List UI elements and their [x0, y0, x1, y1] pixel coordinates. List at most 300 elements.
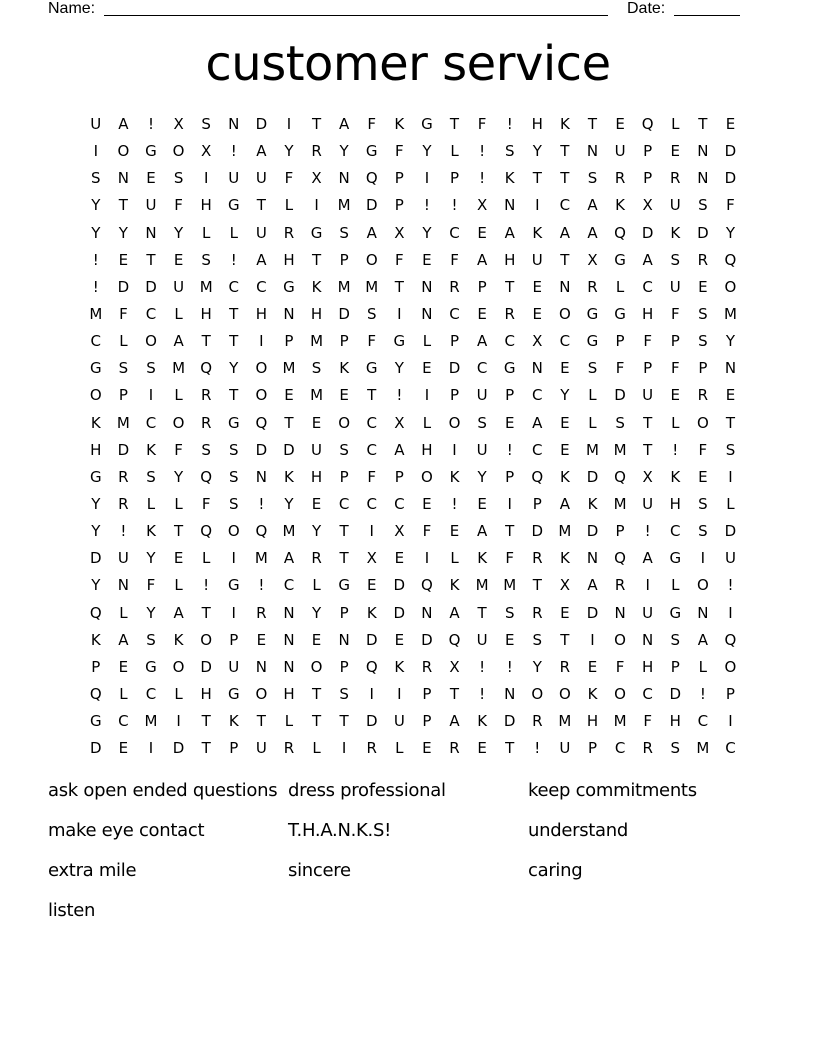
- grid-cell[interactable]: K: [90, 413, 101, 432]
- grid-cell[interactable]: Q: [614, 549, 626, 568]
- grid-cell[interactable]: U: [642, 386, 654, 405]
- grid-cell[interactable]: L: [119, 332, 128, 351]
- grid-cell[interactable]: H: [310, 467, 323, 486]
- grid-cell[interactable]: N: [338, 630, 350, 649]
- grid-cell[interactable]: Q: [200, 522, 213, 541]
- grid-cell[interactable]: U: [173, 277, 185, 296]
- grid-cell[interactable]: O: [89, 386, 102, 405]
- grid-cell[interactable]: K: [228, 712, 239, 731]
- grid-cell[interactable]: S: [670, 250, 681, 269]
- grid-cell[interactable]: L: [201, 549, 211, 568]
- grid-cell[interactable]: Y: [146, 549, 156, 568]
- grid-cell[interactable]: Q: [365, 657, 378, 676]
- grid-cell[interactable]: !: [258, 494, 265, 513]
- grid-cell[interactable]: K: [146, 522, 156, 541]
- grid-cell[interactable]: O: [614, 684, 626, 703]
- grid-cell[interactable]: P: [118, 386, 128, 405]
- grid-cell[interactable]: M: [723, 304, 737, 323]
- grid-cell[interactable]: I: [424, 386, 430, 405]
- grid-cell[interactable]: S: [339, 440, 349, 459]
- grid-cell[interactable]: !: [699, 684, 706, 703]
- grid-cell[interactable]: S: [504, 142, 515, 161]
- grid-cell[interactable]: S: [725, 440, 736, 459]
- grid-cell[interactable]: U: [255, 223, 267, 242]
- grid-cell[interactable]: F: [643, 332, 652, 351]
- grid-cell[interactable]: K: [477, 549, 488, 568]
- grid-cell[interactable]: R: [283, 739, 295, 758]
- grid-cell[interactable]: Q: [200, 359, 213, 378]
- grid-cell[interactable]: Q: [614, 223, 626, 242]
- grid-cell[interactable]: A: [587, 576, 598, 595]
- grid-cell[interactable]: D: [145, 277, 157, 296]
- grid-cell[interactable]: G: [421, 115, 433, 133]
- grid-cell[interactable]: C: [670, 522, 681, 541]
- grid-cell[interactable]: G: [338, 576, 350, 595]
- grid-cell[interactable]: E: [670, 142, 680, 161]
- grid-cell[interactable]: X: [642, 467, 653, 486]
- grid-cell[interactable]: K: [173, 630, 184, 649]
- grid-cell[interactable]: O: [255, 684, 268, 703]
- grid-cell[interactable]: P: [643, 142, 653, 161]
- grid-cell[interactable]: E: [670, 386, 680, 405]
- grid-cell[interactable]: T: [256, 712, 266, 731]
- grid-cell[interactable]: U: [669, 277, 681, 296]
- grid-cell[interactable]: G: [283, 277, 295, 296]
- grid-cell[interactable]: R: [559, 657, 571, 676]
- grid-cell[interactable]: I: [203, 169, 209, 188]
- grid-cell[interactable]: T: [201, 712, 211, 731]
- grid-cell[interactable]: P: [449, 169, 460, 188]
- grid-cell[interactable]: H: [255, 304, 267, 323]
- grid-cell[interactable]: !: [120, 522, 127, 541]
- grid-cell[interactable]: L: [119, 603, 128, 622]
- grid-cell[interactable]: L: [422, 413, 432, 432]
- grid-cell[interactable]: N: [283, 630, 295, 649]
- grid-cell[interactable]: R: [118, 467, 129, 486]
- grid-cell[interactable]: G: [145, 657, 157, 676]
- grid-cell[interactable]: M: [199, 277, 213, 296]
- grid-cell[interactable]: A: [118, 115, 129, 133]
- grid-cell[interactable]: F: [670, 359, 680, 378]
- grid-cell[interactable]: C: [145, 684, 157, 703]
- grid-cell[interactable]: R: [504, 304, 515, 323]
- grid-cell[interactable]: P: [505, 386, 515, 405]
- grid-cell[interactable]: R: [670, 169, 681, 188]
- grid-cell[interactable]: K: [394, 657, 405, 676]
- grid-cell[interactable]: H: [586, 712, 599, 731]
- grid-cell[interactable]: K: [559, 115, 570, 133]
- grid-cell[interactable]: H: [642, 304, 654, 323]
- grid-cell[interactable]: U: [559, 739, 571, 758]
- grid-cell[interactable]: S: [91, 169, 101, 188]
- grid-cell[interactable]: Y: [91, 223, 101, 242]
- grid-cell[interactable]: !: [727, 576, 734, 595]
- grid-cell[interactable]: A: [697, 630, 708, 649]
- grid-cell[interactable]: A: [256, 142, 267, 161]
- grid-cell[interactable]: A: [449, 712, 460, 731]
- grid-cell[interactable]: M: [116, 413, 130, 432]
- grid-cell[interactable]: S: [670, 630, 681, 649]
- grid-cell[interactable]: U: [255, 739, 267, 758]
- grid-cell[interactable]: A: [476, 522, 488, 541]
- grid-cell[interactable]: O: [614, 630, 626, 649]
- grid-cell[interactable]: Y: [725, 332, 736, 351]
- grid-cell[interactable]: I: [314, 196, 319, 215]
- grid-cell[interactable]: E: [449, 522, 460, 541]
- grid-cell[interactable]: I: [341, 739, 347, 758]
- grid-cell[interactable]: E: [284, 386, 294, 405]
- grid-cell[interactable]: I: [535, 196, 540, 215]
- grid-cell[interactable]: O: [117, 142, 130, 161]
- grid-cell[interactable]: C: [449, 223, 460, 242]
- grid-cell[interactable]: K: [559, 467, 570, 486]
- grid-cell[interactable]: F: [643, 712, 652, 731]
- grid-cell[interactable]: P: [449, 386, 460, 405]
- grid-cell[interactable]: O: [255, 359, 268, 378]
- grid-cell[interactable]: N: [117, 576, 129, 595]
- grid-cell[interactable]: M: [337, 196, 351, 215]
- grid-cell[interactable]: K: [449, 467, 460, 486]
- grid-cell[interactable]: F: [174, 196, 183, 215]
- grid-cell[interactable]: !: [534, 739, 541, 758]
- grid-cell[interactable]: C: [504, 332, 515, 351]
- grid-cell[interactable]: !: [92, 250, 99, 269]
- grid-cell[interactable]: N: [586, 142, 599, 161]
- grid-cell[interactable]: C: [614, 739, 626, 758]
- grid-cell[interactable]: E: [560, 359, 570, 378]
- grid-cell[interactable]: U: [476, 630, 488, 649]
- grid-cell[interactable]: T: [311, 684, 322, 703]
- grid-cell[interactable]: T: [311, 712, 322, 731]
- grid-cell[interactable]: T: [698, 115, 708, 133]
- grid-cell[interactable]: E: [422, 359, 432, 378]
- grid-cell[interactable]: P: [422, 712, 432, 731]
- grid-cell[interactable]: O: [172, 413, 185, 432]
- grid-cell[interactable]: F: [201, 494, 211, 513]
- grid-cell[interactable]: E: [698, 467, 708, 486]
- grid-cell[interactable]: Y: [146, 603, 156, 622]
- grid-cell[interactable]: P: [505, 467, 515, 486]
- grid-cell[interactable]: G: [89, 712, 102, 731]
- grid-cell[interactable]: T: [256, 196, 266, 215]
- grid-cell[interactable]: F: [477, 115, 487, 133]
- grid-cell[interactable]: C: [366, 413, 377, 432]
- grid-cell[interactable]: E: [173, 549, 184, 568]
- grid-cell[interactable]: S: [587, 169, 598, 188]
- grid-cell[interactable]: I: [176, 712, 181, 731]
- grid-cell[interactable]: L: [450, 142, 459, 161]
- grid-cell[interactable]: G: [586, 332, 599, 351]
- grid-cell[interactable]: R: [449, 277, 460, 296]
- grid-cell[interactable]: O: [310, 657, 323, 676]
- grid-cell[interactable]: T: [587, 115, 598, 133]
- grid-cell[interactable]: U: [476, 440, 488, 459]
- grid-cell[interactable]: U: [669, 196, 681, 215]
- grid-cell[interactable]: E: [256, 630, 267, 649]
- grid-cell[interactable]: U: [531, 250, 543, 269]
- grid-cell[interactable]: I: [645, 576, 650, 595]
- grid-cell[interactable]: T: [643, 440, 653, 459]
- grid-cell[interactable]: C: [228, 277, 239, 296]
- grid-cell[interactable]: S: [173, 169, 184, 188]
- grid-cell[interactable]: M: [254, 549, 268, 568]
- grid-cell[interactable]: F: [615, 657, 625, 676]
- grid-cell[interactable]: F: [367, 467, 377, 486]
- grid-cell[interactable]: P: [394, 169, 404, 188]
- grid-cell[interactable]: !: [147, 115, 154, 133]
- grid-cell[interactable]: X: [394, 223, 405, 242]
- grid-cell[interactable]: N: [255, 657, 267, 676]
- grid-cell[interactable]: E: [560, 603, 570, 622]
- grid-cell[interactable]: A: [559, 494, 571, 513]
- grid-cell[interactable]: M: [282, 359, 296, 378]
- grid-cell[interactable]: L: [174, 304, 183, 323]
- grid-cell[interactable]: I: [452, 440, 457, 459]
- grid-cell[interactable]: T: [339, 549, 349, 568]
- grid-cell[interactable]: C: [697, 712, 709, 731]
- grid-cell[interactable]: L: [671, 115, 680, 133]
- grid-cell[interactable]: T: [311, 250, 322, 269]
- grid-cell[interactable]: R: [532, 712, 543, 731]
- grid-cell[interactable]: L: [201, 223, 211, 242]
- grid-cell[interactable]: O: [227, 522, 240, 541]
- grid-cell[interactable]: X: [394, 522, 405, 541]
- grid-cell[interactable]: R: [697, 250, 709, 269]
- grid-cell[interactable]: G: [669, 549, 682, 568]
- grid-cell[interactable]: S: [670, 739, 681, 758]
- grid-cell[interactable]: F: [615, 359, 625, 378]
- grid-cell[interactable]: R: [532, 603, 543, 622]
- grid-cell[interactable]: N: [642, 630, 654, 649]
- grid-cell[interactable]: P: [615, 522, 625, 541]
- grid-cell[interactable]: E: [560, 413, 570, 432]
- grid-cell[interactable]: L: [174, 576, 183, 595]
- grid-cell[interactable]: H: [310, 304, 323, 323]
- grid-cell[interactable]: I: [424, 169, 430, 188]
- grid-cell[interactable]: M: [503, 576, 517, 595]
- grid-cell[interactable]: G: [227, 413, 240, 432]
- grid-cell[interactable]: P: [339, 467, 349, 486]
- grid-cell[interactable]: H: [283, 684, 295, 703]
- grid-cell[interactable]: X: [173, 115, 184, 133]
- grid-cell[interactable]: R: [532, 549, 543, 568]
- grid-cell[interactable]: E: [311, 630, 322, 649]
- grid-cell[interactable]: D: [586, 467, 599, 486]
- grid-cell[interactable]: S: [698, 304, 708, 323]
- grid-cell[interactable]: G: [310, 223, 323, 242]
- grid-cell[interactable]: Y: [394, 359, 404, 378]
- grid-cell[interactable]: S: [339, 684, 349, 703]
- grid-cell[interactable]: A: [587, 223, 598, 242]
- grid-cell[interactable]: Y: [422, 223, 432, 242]
- grid-cell[interactable]: M: [310, 386, 324, 405]
- grid-cell[interactable]: E: [532, 304, 543, 323]
- grid-cell[interactable]: I: [259, 332, 264, 351]
- grid-cell[interactable]: !: [451, 196, 458, 215]
- grid-cell[interactable]: A: [642, 250, 653, 269]
- grid-cell[interactable]: D: [641, 223, 654, 242]
- grid-cell[interactable]: K: [615, 196, 625, 215]
- grid-cell[interactable]: T: [505, 739, 515, 758]
- grid-cell[interactable]: D: [503, 712, 516, 731]
- grid-cell[interactable]: P: [394, 196, 404, 215]
- grid-cell[interactable]: I: [231, 603, 236, 622]
- grid-cell[interactable]: P: [339, 603, 349, 622]
- grid-cell[interactable]: L: [284, 196, 294, 215]
- grid-cell[interactable]: N: [283, 304, 295, 323]
- grid-cell[interactable]: E: [504, 630, 515, 649]
- grid-cell[interactable]: P: [615, 332, 625, 351]
- grid-cell[interactable]: H: [200, 304, 212, 323]
- grid-cell[interactable]: O: [365, 250, 378, 269]
- grid-cell[interactable]: P: [339, 657, 349, 676]
- grid-cell[interactable]: C: [725, 739, 736, 758]
- grid-cell[interactable]: Q: [89, 684, 102, 703]
- grid-cell[interactable]: M: [337, 277, 351, 296]
- grid-cell[interactable]: A: [642, 549, 653, 568]
- grid-cell[interactable]: I: [93, 142, 99, 161]
- grid-cell[interactable]: T: [339, 712, 349, 731]
- grid-cell[interactable]: M: [586, 440, 599, 459]
- grid-cell[interactable]: L: [174, 684, 183, 703]
- grid-cell[interactable]: P: [643, 359, 653, 378]
- grid-cell[interactable]: X: [449, 657, 460, 676]
- grid-cell[interactable]: G: [89, 467, 102, 486]
- grid-cell[interactable]: !: [506, 440, 513, 459]
- grid-cell[interactable]: L: [312, 739, 321, 758]
- grid-cell[interactable]: E: [366, 576, 377, 595]
- grid-cell[interactable]: C: [145, 304, 157, 323]
- grid-cell[interactable]: Y: [173, 223, 184, 242]
- grid-cell[interactable]: Y: [725, 223, 736, 242]
- grid-cell[interactable]: N: [504, 196, 516, 215]
- grid-cell[interactable]: M: [475, 576, 489, 595]
- grid-cell[interactable]: L: [450, 549, 459, 568]
- grid-cell[interactable]: D: [117, 277, 130, 296]
- grid-cell[interactable]: H: [669, 712, 681, 731]
- grid-cell[interactable]: D: [365, 196, 378, 215]
- grid-cell[interactable]: I: [700, 549, 706, 568]
- grid-cell[interactable]: E: [615, 115, 625, 133]
- grid-cell[interactable]: S: [146, 359, 156, 378]
- grid-cell[interactable]: Q: [531, 467, 544, 486]
- grid-cell[interactable]: T: [201, 739, 211, 758]
- grid-cell[interactable]: T: [284, 413, 294, 432]
- grid-cell[interactable]: F: [670, 304, 680, 323]
- grid-cell[interactable]: X: [311, 169, 322, 188]
- grid-cell[interactable]: A: [173, 332, 184, 351]
- grid-cell[interactable]: P: [587, 739, 597, 758]
- grid-cell[interactable]: D: [255, 115, 268, 133]
- grid-cell[interactable]: E: [477, 494, 487, 513]
- grid-cell[interactable]: O: [421, 467, 433, 486]
- grid-cell[interactable]: F: [284, 169, 294, 188]
- grid-cell[interactable]: Q: [89, 603, 102, 622]
- grid-cell[interactable]: S: [229, 494, 239, 513]
- grid-cell[interactable]: D: [338, 304, 350, 323]
- grid-cell[interactable]: N: [421, 603, 433, 622]
- grid-cell[interactable]: !: [479, 169, 486, 188]
- grid-cell[interactable]: D: [200, 657, 212, 676]
- grid-cell[interactable]: H: [283, 250, 295, 269]
- grid-cell[interactable]: R: [283, 223, 295, 242]
- grid-cell[interactable]: D: [117, 440, 130, 459]
- grid-cell[interactable]: L: [588, 386, 597, 405]
- grid-cell[interactable]: N: [255, 467, 267, 486]
- grid-cell[interactable]: L: [422, 332, 432, 351]
- grid-cell[interactable]: M: [613, 712, 627, 731]
- grid-cell[interactable]: N: [697, 142, 709, 161]
- grid-cell[interactable]: M: [365, 277, 379, 296]
- grid-cell[interactable]: P: [643, 169, 653, 188]
- grid-cell[interactable]: R: [697, 386, 709, 405]
- grid-cell[interactable]: S: [698, 494, 708, 513]
- grid-cell[interactable]: N: [614, 603, 626, 622]
- grid-cell[interactable]: M: [89, 304, 103, 323]
- grid-cell[interactable]: N: [586, 549, 599, 568]
- grid-cell[interactable]: I: [728, 467, 733, 486]
- grid-cell[interactable]: R: [614, 576, 626, 595]
- grid-cell[interactable]: G: [145, 142, 157, 161]
- grid-cell[interactable]: U: [228, 169, 240, 188]
- grid-cell[interactable]: P: [339, 332, 349, 351]
- grid-cell[interactable]: F: [146, 576, 156, 595]
- grid-cell[interactable]: !: [258, 576, 265, 595]
- grid-cell[interactable]: H: [200, 684, 212, 703]
- grid-cell[interactable]: L: [284, 712, 294, 731]
- grid-cell[interactable]: N: [421, 304, 433, 323]
- grid-cell[interactable]: E: [118, 250, 129, 269]
- grid-cell[interactable]: Q: [724, 630, 737, 649]
- grid-cell[interactable]: L: [229, 223, 238, 242]
- grid-cell[interactable]: X: [201, 142, 212, 161]
- grid-cell[interactable]: Q: [255, 413, 268, 432]
- grid-cell[interactable]: K: [587, 684, 598, 703]
- grid-cell[interactable]: N: [145, 223, 157, 242]
- grid-cell[interactable]: N: [421, 277, 433, 296]
- grid-cell[interactable]: M: [613, 440, 627, 459]
- grid-cell[interactable]: N: [697, 603, 709, 622]
- grid-cell[interactable]: R: [642, 739, 653, 758]
- grid-cell[interactable]: O: [255, 386, 268, 405]
- grid-cell[interactable]: E: [587, 657, 598, 676]
- grid-cell[interactable]: F: [395, 250, 404, 269]
- grid-cell[interactable]: R: [311, 549, 322, 568]
- grid-cell[interactable]: O: [558, 304, 571, 323]
- grid-cell[interactable]: G: [227, 684, 240, 703]
- grid-cell[interactable]: L: [174, 386, 183, 405]
- grid-cell[interactable]: O: [172, 657, 185, 676]
- grid-cell[interactable]: T: [505, 277, 515, 296]
- grid-cell[interactable]: !: [230, 250, 237, 269]
- grid-cell[interactable]: H: [504, 250, 516, 269]
- grid-cell[interactable]: T: [173, 522, 184, 541]
- grid-cell[interactable]: P: [394, 467, 404, 486]
- grid-cell[interactable]: O: [696, 413, 709, 432]
- grid-cell[interactable]: A: [504, 223, 515, 242]
- grid-cell[interactable]: O: [531, 684, 544, 703]
- grid-cell[interactable]: F: [422, 522, 432, 541]
- grid-cell[interactable]: S: [229, 440, 239, 459]
- grid-cell[interactable]: C: [642, 277, 653, 296]
- grid-cell[interactable]: T: [394, 277, 404, 296]
- grid-cell[interactable]: Q: [200, 467, 213, 486]
- grid-cell[interactable]: C: [366, 440, 377, 459]
- grid-cell[interactable]: P: [670, 657, 680, 676]
- grid-cell[interactable]: C: [283, 576, 295, 595]
- grid-cell[interactable]: !: [644, 522, 651, 541]
- grid-cell[interactable]: !: [672, 440, 679, 459]
